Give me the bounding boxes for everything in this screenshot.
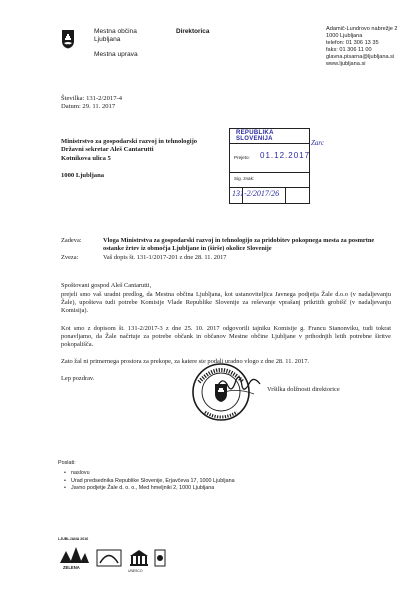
distribution-item: • Javno podjetje Žale d. o. o., Med hmeljniki 2, 1000 Ljubljana (64, 485, 235, 492)
address-block (326, 26, 398, 69)
org-name-line2: Ljubljana (94, 36, 121, 43)
reference-date: Datum: 29. 11. 2017 (61, 103, 116, 111)
org-name-block (94, 28, 138, 59)
distribution-label: Poslati: (58, 460, 76, 466)
ljubljana-2016-logo (58, 543, 90, 565)
reference-number: Številka: 131-2/2017-4 (61, 95, 122, 102)
logo-1-text: LJUBLJANA 2016 (58, 537, 89, 541)
distribution-item: • naslovu (64, 470, 235, 477)
address-line: www.ljubljana.si (326, 61, 366, 68)
signatory-role: Vršilka dolžnosti direktorice (267, 386, 340, 393)
stamp-sig-number: 131-2/2017/26 (232, 189, 280, 198)
org-unit: Mestna uprava (94, 51, 138, 58)
stamp-org-text: REPUBLIKA SLOVENIJA (236, 130, 274, 142)
received-stamp (229, 128, 310, 204)
address-line: glavna.pisarna@ljubljana.si (326, 54, 395, 61)
body-paragraph-3: Zato žal ni primernega prostora za prekope, za katere ste podali uradno vlogo z dne 28. 11. 2017. (61, 358, 310, 365)
stamp-prejeto-label: Prejeto: (234, 155, 250, 160)
recipient-line: Kotnikova ulica 5 (61, 154, 111, 162)
distribution-item: • Urad predsednika Republike Slovenije, Erjavčeva 17, 1000 Ljubljana (64, 478, 235, 485)
logo-2-text: ZELENA (63, 565, 80, 570)
logo-3-text: UNESCO (128, 569, 143, 573)
green-capital-logo (96, 548, 122, 568)
department-name: Direktorica (176, 28, 210, 35)
recipient-line: Ministrstvo za gospodarski razvoj in tehnologijo (61, 138, 198, 145)
stamp-date: 01.12.2017 (260, 151, 311, 160)
recipient-address (61, 138, 197, 181)
stamp-corner-note: Zarc (311, 139, 324, 147)
recipient-line: Državni sekretar Aleš Cantarutti (61, 146, 154, 154)
address-line: telefon: 01 306 13 35 (326, 40, 379, 47)
zveza-label: Zveza: (61, 254, 79, 261)
unesco-logo (128, 548, 150, 568)
body-paragraph-2: Kot smo z dopisom št. 131-2/2017-3 z dne 25. 10. 2017 odgovorili tajniku Komisije g. Francu Stanonviku, tudi tokrat ponavljamo, da Žale načrtuje za potrebe občank in občanov Mestne občine Ljubljane v prihodnjih letih potrebne širitve pokopališča. (61, 325, 391, 348)
address-line: faks: 01 306 11 00 (326, 47, 372, 54)
zadeva-text: Vloga Ministrstva za gospodarski razvoj in tehnologijo za pridobitev pokopnega mesta za posmrtne ostanke žrtev iz območja Ljubljane in (širše) okolice Slovenije (103, 237, 375, 252)
zveza-text: Vaš dopis št. 131-1/2017-201 z dne 28. 11. 2017 (103, 254, 227, 261)
small-emblem-logo (154, 548, 166, 568)
reference-block (61, 95, 122, 112)
ljubljana-coat-of-arms-icon (61, 29, 75, 49)
body-paragraph-1: prejeli smo vaš uradni predlog, da Mestna občina Ljubljana, kot ustanoviteljica Javnega podjetja Žale d.o.o (v nadaljevanju Žale), upošteva tudi potrebe Komisije Vlade Republike Slovenije za reševanje vprašanj prikritih grobišč (v nadaljevanju Komisija). (61, 291, 391, 314)
closing: Lep pozdrav. (61, 375, 95, 382)
stamp-sig-label: Sig. znak: (234, 176, 255, 181)
greeting: Spoštovani gospod Aleš Cantarutti, (61, 282, 152, 289)
org-name-line1: Mestna občina (94, 28, 137, 35)
zadeva-label: Zadeva: (61, 237, 82, 244)
distribution-block (58, 460, 235, 493)
address-line: 1000 Ljubljana (326, 33, 363, 40)
address-line: Adamič-Lundrovo nabrežje 2 (326, 26, 398, 32)
handwritten-signature (214, 372, 262, 398)
recipient-city: 1000 Ljubljana (61, 172, 105, 180)
